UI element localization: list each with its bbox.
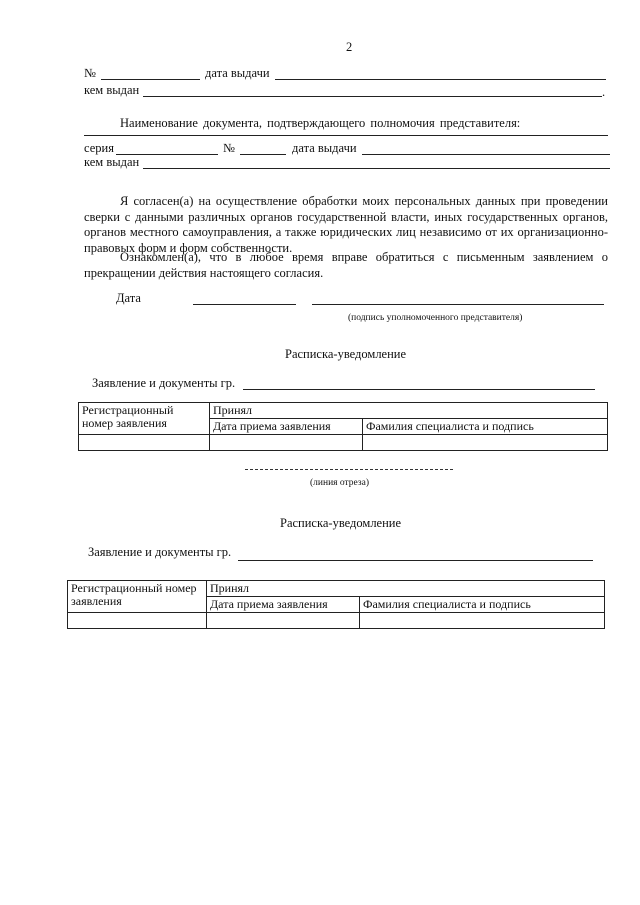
accepted-header: Принял bbox=[207, 581, 605, 597]
reg-number-cell[interactable] bbox=[79, 435, 210, 451]
receipt-1-title: Расписка-уведомление bbox=[285, 347, 407, 361]
consent-paragraph: Я согласен(а) на осуществление обработки моих персональных данных при проведении сверки с данными различных органов государственной власти, иных государственных органов, органов местного самоуправления, а также юридических лиц независимо от их организационно-правовых форм и форм собственности. bbox=[84, 194, 608, 255]
reg-number-cell[interactable] bbox=[68, 613, 207, 629]
specialist-header: Фамилия специалиста и подпись bbox=[360, 597, 605, 613]
date-cell[interactable] bbox=[207, 613, 360, 629]
receipt-2-statement-label: Заявление и документы гр. bbox=[88, 545, 232, 559]
rep-series-label: серия bbox=[84, 141, 114, 155]
receipt-2-title: Расписка-уведомление bbox=[280, 516, 402, 530]
rep-issue-date-label: дата выдачи bbox=[292, 141, 357, 155]
rep-doc-name-field[interactable] bbox=[84, 135, 608, 136]
date-cell[interactable] bbox=[210, 435, 363, 451]
rep-issue-date-field[interactable] bbox=[362, 154, 610, 155]
receipt-2-name-field[interactable] bbox=[238, 560, 593, 561]
cut-line bbox=[245, 469, 453, 470]
doc-issue-date-field[interactable] bbox=[275, 79, 606, 80]
doc-issued-by-label: кем выдан bbox=[84, 83, 140, 97]
signature-date-field[interactable] bbox=[193, 304, 296, 305]
specialist-cell[interactable] bbox=[360, 613, 605, 629]
doc-issued-by-end: . bbox=[602, 85, 606, 99]
receipt-1-statement-label: Заявление и документы гр. bbox=[92, 376, 236, 390]
doc-issue-date-label: дата выдачи bbox=[205, 66, 270, 80]
specialist-cell[interactable] bbox=[363, 435, 608, 451]
doc-number-label: № bbox=[84, 66, 96, 80]
receipt-2-table bbox=[67, 580, 605, 629]
rep-doc-heading: Наименование документа, подтверждающего полномочия представителя: bbox=[120, 116, 521, 130]
specialist-header: Фамилия специалиста и подпись bbox=[363, 419, 608, 435]
doc-issued-by-field[interactable] bbox=[143, 96, 602, 97]
rep-number-field[interactable] bbox=[240, 154, 286, 155]
reg-number-header: Регистрационный номер заявления bbox=[79, 403, 210, 435]
rep-issued-by-field[interactable] bbox=[143, 168, 610, 169]
doc-number-field[interactable] bbox=[101, 79, 200, 80]
receipt-1-table bbox=[78, 402, 608, 451]
page-number: 2 bbox=[346, 40, 353, 54]
reg-number-header: Регистрационный номер заявления bbox=[68, 581, 207, 613]
cut-line-label: (линия отреза) bbox=[310, 478, 370, 488]
rep-number-label: № bbox=[223, 141, 235, 155]
signature-caption: (подпись уполномоченного представителя) bbox=[348, 313, 523, 323]
date-header: Дата приема заявления bbox=[207, 597, 360, 613]
accepted-header: Принял bbox=[210, 403, 608, 419]
receipt-1-name-field[interactable] bbox=[243, 389, 595, 390]
rep-issued-by-label: кем выдан bbox=[84, 155, 140, 169]
signature-field[interactable] bbox=[312, 304, 604, 305]
acknowledge-paragraph: Ознакомлен(а), что в любое время вправе обратиться с письменным заявлением о прекращении действия настоящего согласия. bbox=[84, 250, 608, 280]
date-header: Дата приема заявления bbox=[210, 419, 363, 435]
signature-date-label: Дата bbox=[116, 291, 141, 305]
